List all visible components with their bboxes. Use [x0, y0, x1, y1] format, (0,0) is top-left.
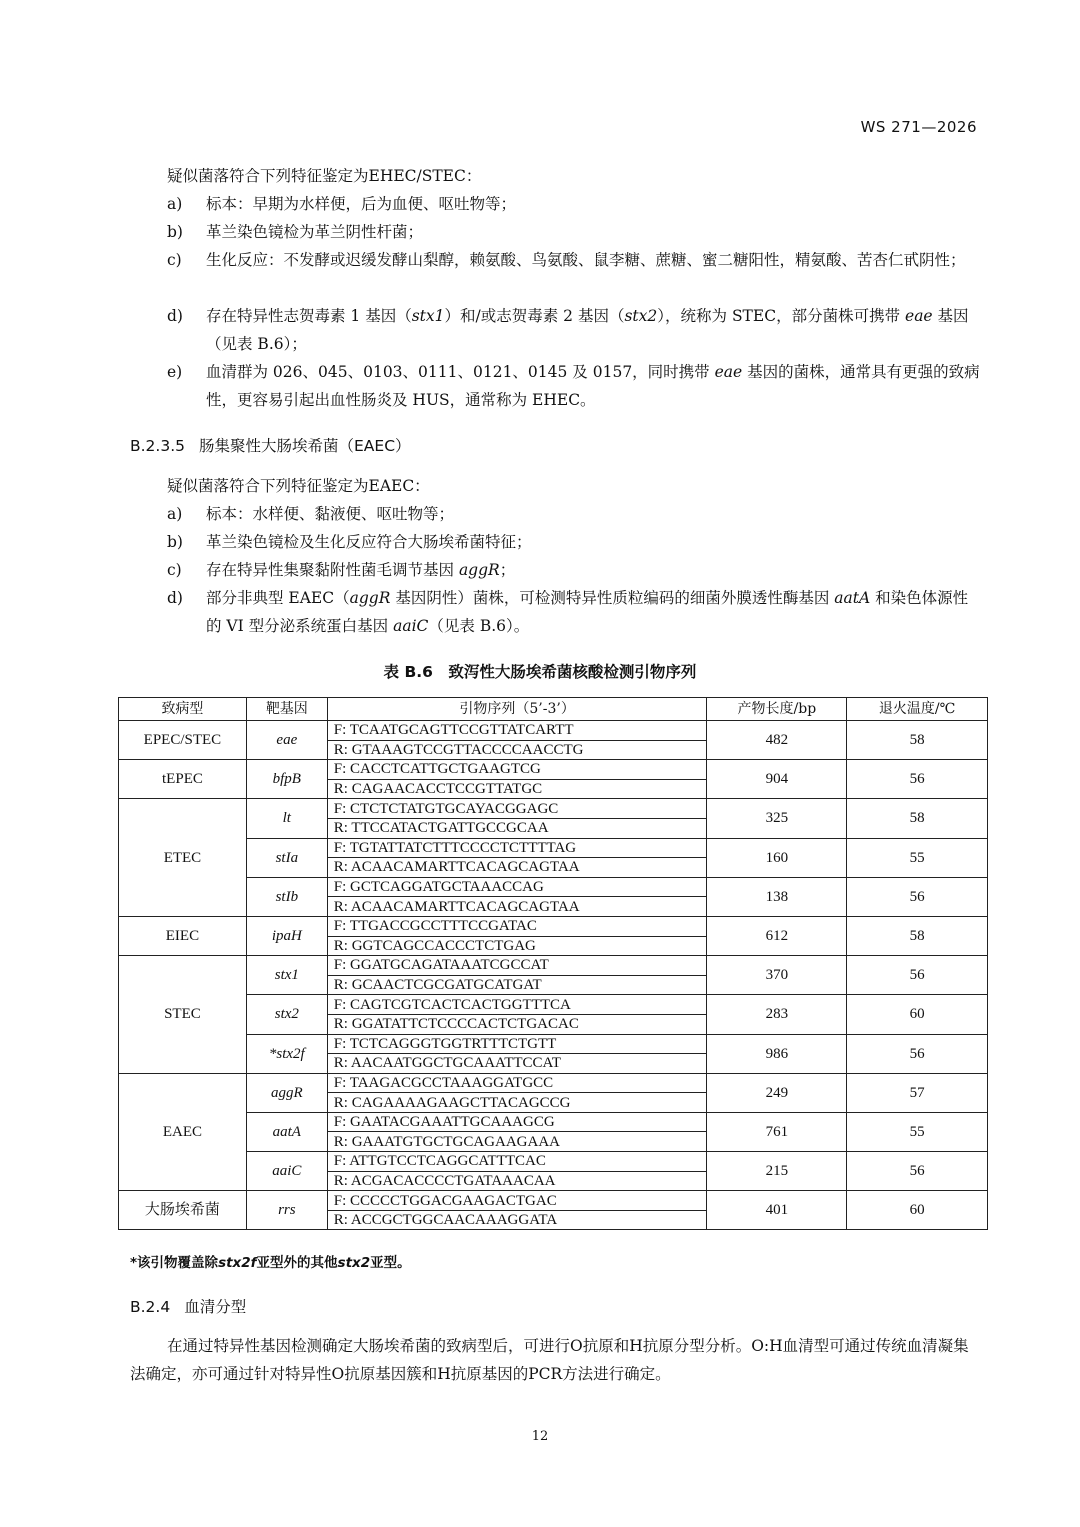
col-header: 产物长度/bp: [707, 698, 847, 721]
item-text: 存在特异性集聚黏附性菌毛调节基因 aggR；: [206, 561, 516, 579]
pathotype-cell: EAEC: [119, 1073, 247, 1191]
pathotype-cell: EPEC/STEC: [119, 721, 247, 760]
section-heading-eaec: [130, 434, 411, 456]
length-cell: 249: [707, 1073, 847, 1112]
primer-forward: F: CTCTCTATGTGCAYACGGAGC: [327, 799, 707, 819]
temp-cell: 58: [847, 916, 988, 955]
temp-cell: 57: [847, 1073, 988, 1112]
table-row: [119, 956, 988, 976]
gene-cell: lt: [246, 799, 327, 838]
gene-cell: stIb: [246, 877, 327, 916]
item-marker: b): [167, 533, 183, 551]
item-marker: a): [167, 505, 183, 523]
length-cell: 215: [707, 1152, 847, 1191]
item-text: 生化反应：不发酵或迟缓发酵山梨醇，赖氨酸、鸟氨酸、鼠李糖、蔗糖、蜜二糖阳性，精氨酸、苦杏仁甙阴性；: [206, 251, 966, 269]
table-caption: 表 B.6 致泻性大肠埃希菌核酸检测引物序列: [383, 663, 697, 681]
ehec-item-e: [167, 358, 980, 414]
gene-cell: stx2: [246, 995, 327, 1034]
item-marker: e): [167, 363, 183, 381]
ehec-item-a: [167, 190, 980, 218]
primer-reverse: R: GGATATTCTCCCCACTCTGACAC: [327, 1014, 707, 1034]
primer-forward: F: CAGTCGTCACTCACTGGTTTCA: [327, 995, 707, 1015]
item-marker: d): [167, 589, 183, 607]
item-marker: c): [167, 561, 182, 579]
gene-name: stx1: [411, 307, 445, 325]
gene-cell: ipaH: [246, 916, 327, 955]
table-row: [119, 799, 988, 819]
primer-reverse: R: GGTCAGCCACCCTCTGAG: [327, 936, 707, 956]
primer-forward: F: ATTGTCCTCAGGCATTTCAC: [327, 1152, 707, 1172]
temp-cell: 60: [847, 995, 988, 1034]
item-text: 血清群为 026、045、0103、0111、0121、0145 及 0157，同时携带 eae 基因的菌株，通常具有更强的致病性，更容易引起出血性肠炎及 HUS，通常称为 EHEC。: [206, 363, 980, 409]
gene-name: stx2: [337, 1255, 371, 1271]
length-cell: 370: [707, 956, 847, 995]
item-marker: c): [167, 251, 182, 269]
primer-forward: F: GAATACGAAATTGCAAAGCG: [327, 1112, 707, 1132]
primer-forward: F: TTGACCGCCTTTCCGATAC: [327, 916, 707, 936]
gene-name: stx2: [624, 307, 658, 325]
eaec-item-d: [167, 584, 980, 640]
length-cell: 904: [707, 760, 847, 799]
primer-reverse: R: GTAAAGTCCGTTACCCCAACCTG: [327, 740, 707, 760]
length-cell: 612: [707, 916, 847, 955]
gene-name: stx2f: [218, 1255, 257, 1271]
temp-cell: 58: [847, 721, 988, 760]
section-number: B.2.3.5: [130, 437, 185, 455]
gene-name: aggR: [458, 561, 500, 579]
item-text: 存在特异性志贺毒素 1 基因（stx1）和/或志贺毒素 2 基因（stx2），统称为 STEC，部分菌株可携带 eae 基因（见表 B.6）；: [206, 307, 969, 353]
temp-cell: 56: [847, 1034, 988, 1073]
pathotype-cell: EIEC: [119, 916, 247, 955]
primer-reverse: R: ACAACAMARTTCACAGCAGTAA: [327, 897, 707, 917]
primer-forward: F: GCTCAGGATGCTAAACCAG: [327, 877, 707, 897]
table-row: [119, 1073, 988, 1093]
primer-reverse: R: ACGACACCCCTGATAAACAA: [327, 1171, 707, 1191]
page-number: 12: [531, 1429, 549, 1444]
primer-forward: F: CACCTCATTGCTGAAGTCG: [327, 760, 707, 780]
item-text: 革兰染色镜检为革兰阴性杆菌；: [206, 223, 424, 241]
gene-cell: *stx2f: [246, 1034, 327, 1073]
table-row: [119, 1034, 988, 1054]
pathotype-cell: tEPEC: [119, 760, 247, 799]
primer-forward: F: TCAATGCAGTTCCGTTATCARTT: [327, 721, 707, 741]
pathotype-cell: ETEC: [119, 799, 247, 917]
serotyping-paragraph: 在通过特异性基因检测确定大肠埃希菌的致病型后，可进行O抗原和H抗原分型分析。O:H血清型可通过传统血清凝集法确定，亦可通过针对特异性O抗原基因簇和H抗原基因的PCR方法进行确定。: [130, 1337, 969, 1383]
gene-name: eae: [714, 363, 743, 381]
col-header: 靶基因: [246, 698, 327, 721]
gene-cell: bfpB: [246, 760, 327, 799]
length-cell: 325: [707, 799, 847, 838]
table-row: [119, 1191, 988, 1211]
table-row: [119, 877, 988, 897]
primer-reverse: R: GCAACTCGCGATGCATGAT: [327, 975, 707, 995]
table-row: [119, 995, 988, 1015]
gene-cell: stx1: [246, 956, 327, 995]
primer-reverse: R: ACAACAMARTTCACAGCAGTAA: [327, 858, 707, 878]
gene-cell: stIa: [246, 838, 327, 877]
section-heading-serotyping: [130, 1295, 246, 1317]
table-row: [119, 1112, 988, 1132]
item-marker: d): [167, 307, 183, 325]
document-code: WS 271—2026: [860, 118, 977, 136]
gene-cell: aatA: [246, 1112, 327, 1151]
section-number: B.2.4: [130, 1298, 171, 1316]
item-marker: a): [167, 195, 183, 213]
eaec-item-b: [167, 528, 980, 556]
primer-reverse: R: TTCCATACTGATTGCCGCAA: [327, 818, 707, 838]
table-row: [119, 1152, 988, 1172]
temp-cell: 56: [847, 760, 988, 799]
pathotype-cell: 大肠埃希菌: [119, 1191, 247, 1230]
gene-cell: aaiC: [246, 1152, 327, 1191]
primer-forward: F: CCCCCTGGACGAAGACTGAC: [327, 1191, 707, 1211]
temp-cell: 58: [847, 799, 988, 838]
table-row: [119, 838, 988, 858]
gene-name: eae: [905, 307, 933, 325]
temp-cell: 56: [847, 956, 988, 995]
primer-forward: F: TGTATTATCTTTCCCCTCTTTTAG: [327, 838, 707, 858]
eaec-item-a: [167, 500, 980, 528]
table-footnote: *该引物覆盖除stx2f亚型外的其他stx2亚型。: [130, 1255, 411, 1271]
primer-forward: F: TAAGACGCCTAAAGGATGCC: [327, 1073, 707, 1093]
col-header: 致病型: [119, 698, 247, 721]
item-text: 标本：早期为水样便，后为血便、呕吐物等；: [206, 195, 517, 213]
primer-reverse: R: GAAATGTGCTGCAGAAGAAA: [327, 1132, 707, 1152]
ehec-item-c: [167, 246, 980, 274]
eaec-intro: 疑似菌落符合下列特征鉴定为EAEC：: [167, 477, 430, 495]
length-cell: 138: [707, 877, 847, 916]
eaec-item-c: [167, 556, 980, 584]
temp-cell: 56: [847, 1152, 988, 1191]
length-cell: 283: [707, 995, 847, 1034]
section-title: 血清分型: [184, 1298, 247, 1316]
gene-name: aatA: [834, 589, 871, 607]
primer-forward: F: TCTCAGGGTGGTRTTTCTGTT: [327, 1034, 707, 1054]
length-cell: 986: [707, 1034, 847, 1073]
temp-cell: 55: [847, 838, 988, 877]
gene-name: aggR: [349, 589, 391, 607]
gene-cell: eae: [246, 721, 327, 760]
item-marker: b): [167, 223, 183, 241]
ehec-intro: 疑似菌落符合下列特征鉴定为EHEC/STEC：: [167, 167, 482, 185]
col-header: 退火温度/℃: [847, 698, 988, 721]
length-cell: 160: [707, 838, 847, 877]
ehec-item-b: [167, 218, 980, 246]
length-cell: 401: [707, 1191, 847, 1230]
primer-reverse: R: CAGAACACCTCCGTTATGC: [327, 779, 707, 799]
col-header: 引物序列（5’-3’）: [327, 698, 707, 721]
table-row: [119, 916, 988, 936]
item-text: 革兰染色镜检及生化反应符合大肠埃希菌特征；: [206, 533, 532, 551]
pathotype-cell: STEC: [119, 956, 247, 1074]
length-cell: 482: [707, 721, 847, 760]
item-text: 标本：水样便、黏液便、呕吐物等；: [206, 505, 455, 523]
temp-cell: 56: [847, 877, 988, 916]
primer-reverse: R: AACAATGGCTGCAAATTCCAT: [327, 1054, 707, 1074]
table-header-row: [119, 698, 988, 721]
table-row: [119, 721, 988, 741]
ehec-item-d: [167, 302, 980, 358]
item-text: 部分非典型 EAEC（aggR 基因阴性）菌株，可检测特异性质粒编码的细菌外膜透性酶基因 aatA 和染色体源性的 VI 型分泌系统蛋白基因 aaiC（见表 B.6）。: [206, 589, 969, 635]
section-title: 肠集聚性大肠埃希菌（EAEC）: [199, 437, 411, 455]
gene-cell: aggR: [246, 1073, 327, 1112]
temp-cell: 55: [847, 1112, 988, 1151]
length-cell: 761: [707, 1112, 847, 1151]
table-row: [119, 760, 988, 780]
primer-table: [118, 697, 988, 1230]
primer-forward: F: GGATGCAGATAAATCGCCAT: [327, 956, 707, 976]
primer-reverse: R: CAGAAAAGAAGCTTACAGCCG: [327, 1093, 707, 1113]
gene-cell: rrs: [246, 1191, 327, 1230]
primer-reverse: R: ACCGCTGGCAACAAAGGATA: [327, 1210, 707, 1230]
gene-name: aaiC: [393, 617, 429, 635]
temp-cell: 60: [847, 1191, 988, 1230]
